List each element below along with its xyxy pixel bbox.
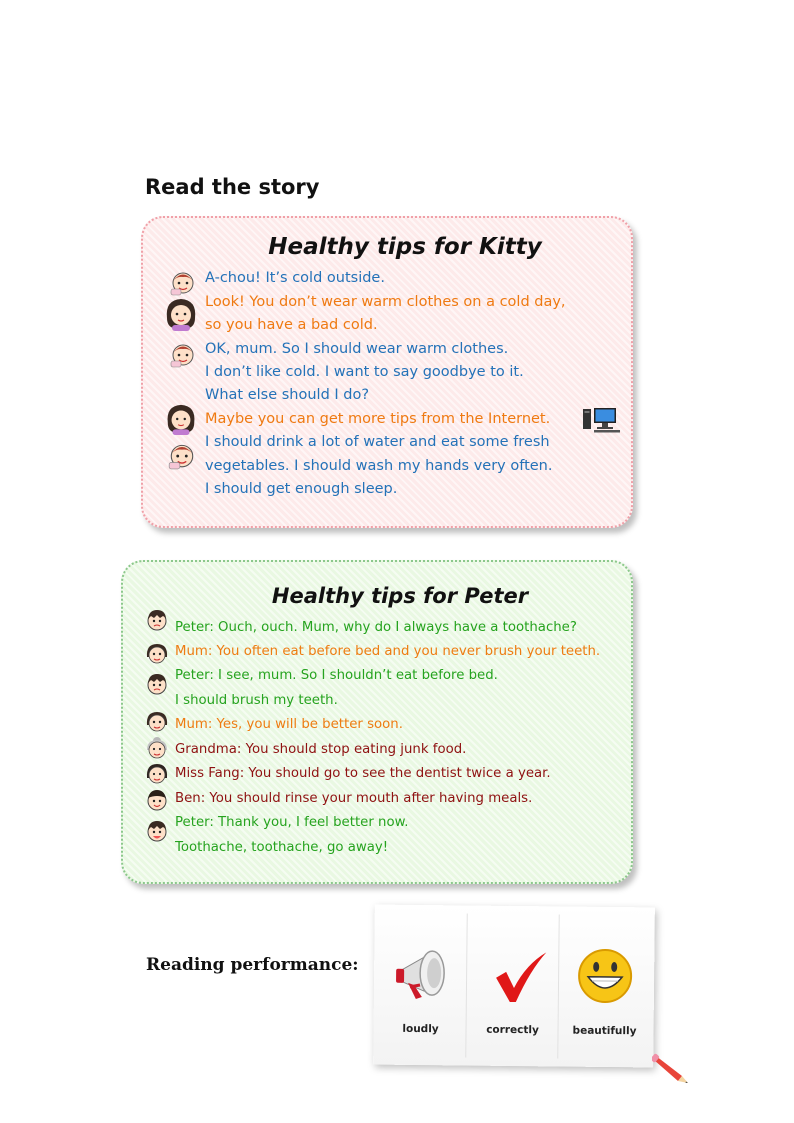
criterion-correctly xyxy=(467,914,560,1059)
peter-story-card xyxy=(121,560,633,884)
kitty-story-card xyxy=(141,216,633,528)
mum-face-icon xyxy=(145,642,169,666)
criterion-label: beautifully xyxy=(572,1024,637,1038)
checkmark-icon xyxy=(492,950,551,1007)
kitty-face-icon xyxy=(169,268,197,296)
mum-line: so you have a bad cold. xyxy=(205,317,378,333)
megaphone-icon xyxy=(394,941,455,1006)
computer-icon xyxy=(583,407,623,433)
criterion-beautifully xyxy=(559,914,651,1059)
mum-face-icon xyxy=(163,296,199,332)
peter-line: Peter: I see, mum. So I shouldn’t eat before bed. xyxy=(175,668,498,683)
peter-line: Toothache, toothache, go away! xyxy=(175,840,389,855)
peter-line: I should brush my teeth. xyxy=(175,693,338,708)
peter-story-title: Healthy tips for Peter xyxy=(271,584,529,608)
kitty-line: I should drink a lot of water and eat some fresh xyxy=(205,434,550,450)
mum-line: Maybe you can get more tips from the Internet. xyxy=(205,411,551,427)
pencil-icon xyxy=(652,1052,692,1086)
peter-face-icon xyxy=(145,818,169,844)
reading-performance-card xyxy=(373,905,655,1068)
mum-face-icon xyxy=(145,710,169,734)
criterion-loudly xyxy=(375,913,468,1058)
reading-performance-label: Reading performance: xyxy=(146,955,359,975)
peter-face-icon xyxy=(145,608,169,632)
criterion-label: loudly xyxy=(402,1022,439,1036)
miss-fang-line: Miss Fang: You should go to see the dentist twice a year. xyxy=(175,766,551,781)
kitty-line: I should get enough sleep. xyxy=(205,481,398,497)
kitty-line: vegetables. I should wash my hands very often. xyxy=(205,458,553,474)
kitty-line: A-chou! It’s cold outside. xyxy=(205,270,385,286)
criterion-label: correctly xyxy=(486,1023,539,1037)
ben-face-icon xyxy=(145,788,169,812)
mum-face-icon xyxy=(163,402,199,436)
miss-fang-face-icon xyxy=(145,762,169,786)
kitty-line: What else should I do? xyxy=(205,387,370,403)
kitty-story-title: Healthy tips for Kitty xyxy=(268,234,542,260)
grandma-face-icon xyxy=(145,736,169,760)
mum-line: Look! You don’t wear warm clothes on a cold day, xyxy=(205,294,566,310)
mum-line: Mum: You often eat before bed and you never brush your teeth. xyxy=(175,644,601,659)
kitty-line: I don’t like cold. I want to say goodbye to it. xyxy=(205,364,524,380)
peter-line: Peter: Thank you, I feel better now. xyxy=(175,815,409,830)
peter-line: Peter: Ouch, ouch. Mum, why do I always have a toothache? xyxy=(175,620,577,635)
peter-face-icon xyxy=(145,672,169,696)
grandma-line: Grandma: You should stop eating junk food. xyxy=(175,742,467,757)
kitty-line: OK, mum. So I should wear warm clothes. xyxy=(205,341,509,357)
ben-line: Ben: You should rinse your mouth after having meals. xyxy=(175,791,533,806)
kitty-face-icon xyxy=(169,340,197,368)
mum-line: Mum: Yes, you will be better soon. xyxy=(175,717,403,732)
kitty-face-icon xyxy=(167,440,197,470)
section-heading: Read the story xyxy=(145,175,320,199)
smiley-face-icon xyxy=(576,947,635,1006)
